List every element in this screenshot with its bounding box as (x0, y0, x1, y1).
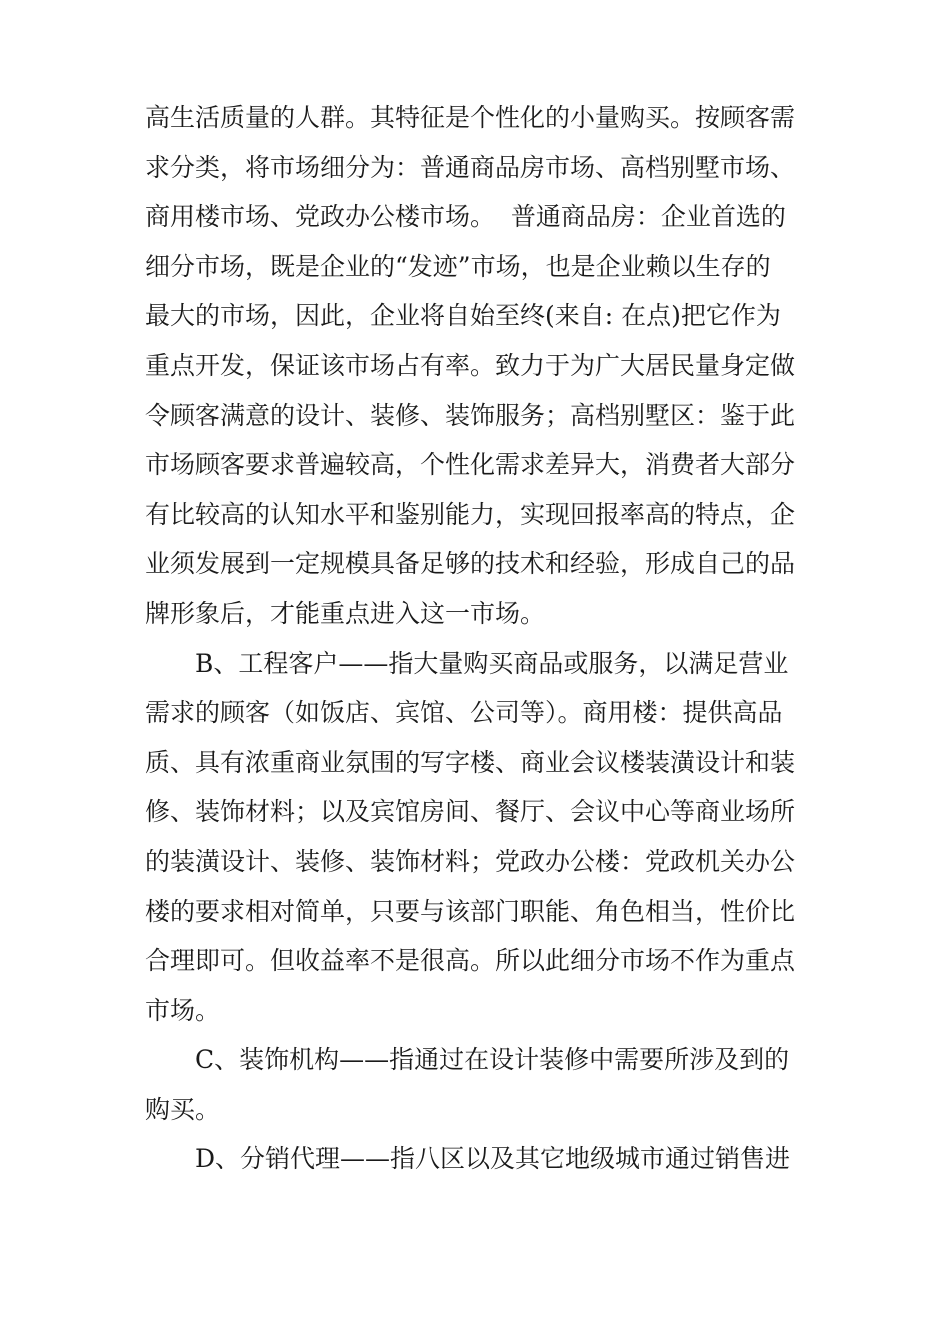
paragraph-c-heading-line: C、装饰机构——指通过在设计装修中需要所涉及到的 (195, 1045, 790, 1075)
text-line: 商用楼市场、党政办公楼市场。 普通商品房：企业首选的 (145, 202, 786, 232)
text-line: 令顾客满意的设计、装修、装饰服务；高档别墅区：鉴于此 (145, 400, 796, 430)
text-line: 合理即可。但收益率不是很高。所以此细分市场不作为重点 (145, 946, 796, 976)
text-line: 细分市场，既是企业的“发迹”市场，也是企业赖以生存的 (145, 251, 771, 281)
text-line: 市场。 (145, 995, 221, 1025)
text-line: 业须发展到一定规模具备足够的技术和经验，形成自己的品 (145, 549, 796, 579)
text-line: 最大的市场，因此，企业将自始至终(来自: 在点)把它作为 (145, 301, 781, 331)
text-line: 求分类，将市场细分为：普通商品房市场、高档别墅市场、 (145, 152, 796, 182)
text-line: 牌形象后，才能重点进入这一市场。 (145, 598, 546, 628)
text-line: 高生活质量的人群。其特征是个性化的小量购买。按顾客需 (145, 103, 796, 132)
text-line: 有比较高的认知水平和鉴别能力，实现回报率高的特点，企 (145, 499, 796, 529)
text-line: 市场顾客要求普遍较高，个性化需求差异大，消费者大部分 (145, 450, 796, 480)
text-line: 的装潢设计、装修、装饰材料；党政办公楼：党政机关办公 (145, 846, 796, 876)
text-line: 质、具有浓重商业氛围的写字楼、商业会议楼装潢设计和装 (145, 747, 796, 777)
text-line: 修、装饰材料；以及宾馆房间、餐厅、会议中心等商业场所 (145, 797, 796, 827)
paragraph-d-heading-line: D、分销代理——指八区以及其它地级城市通过销售进 (195, 1144, 791, 1174)
text-line: 购买。 (145, 1094, 221, 1124)
paragraph-b-heading-line: B、工程客户——指大量购买商品或服务，以满足营业 (195, 648, 789, 678)
text-line: 需求的顾客（如饭店、宾馆、公司等）。商用楼：提供高品 (145, 698, 783, 728)
text-line: 重点开发，保证该市场占有率。致力于为广大居民量身定做 (145, 350, 796, 380)
body-text (145, 93, 810, 1184)
text-line: 楼的要求相对简单，只要与该部门职能、角色相当，性价比 (145, 896, 796, 926)
